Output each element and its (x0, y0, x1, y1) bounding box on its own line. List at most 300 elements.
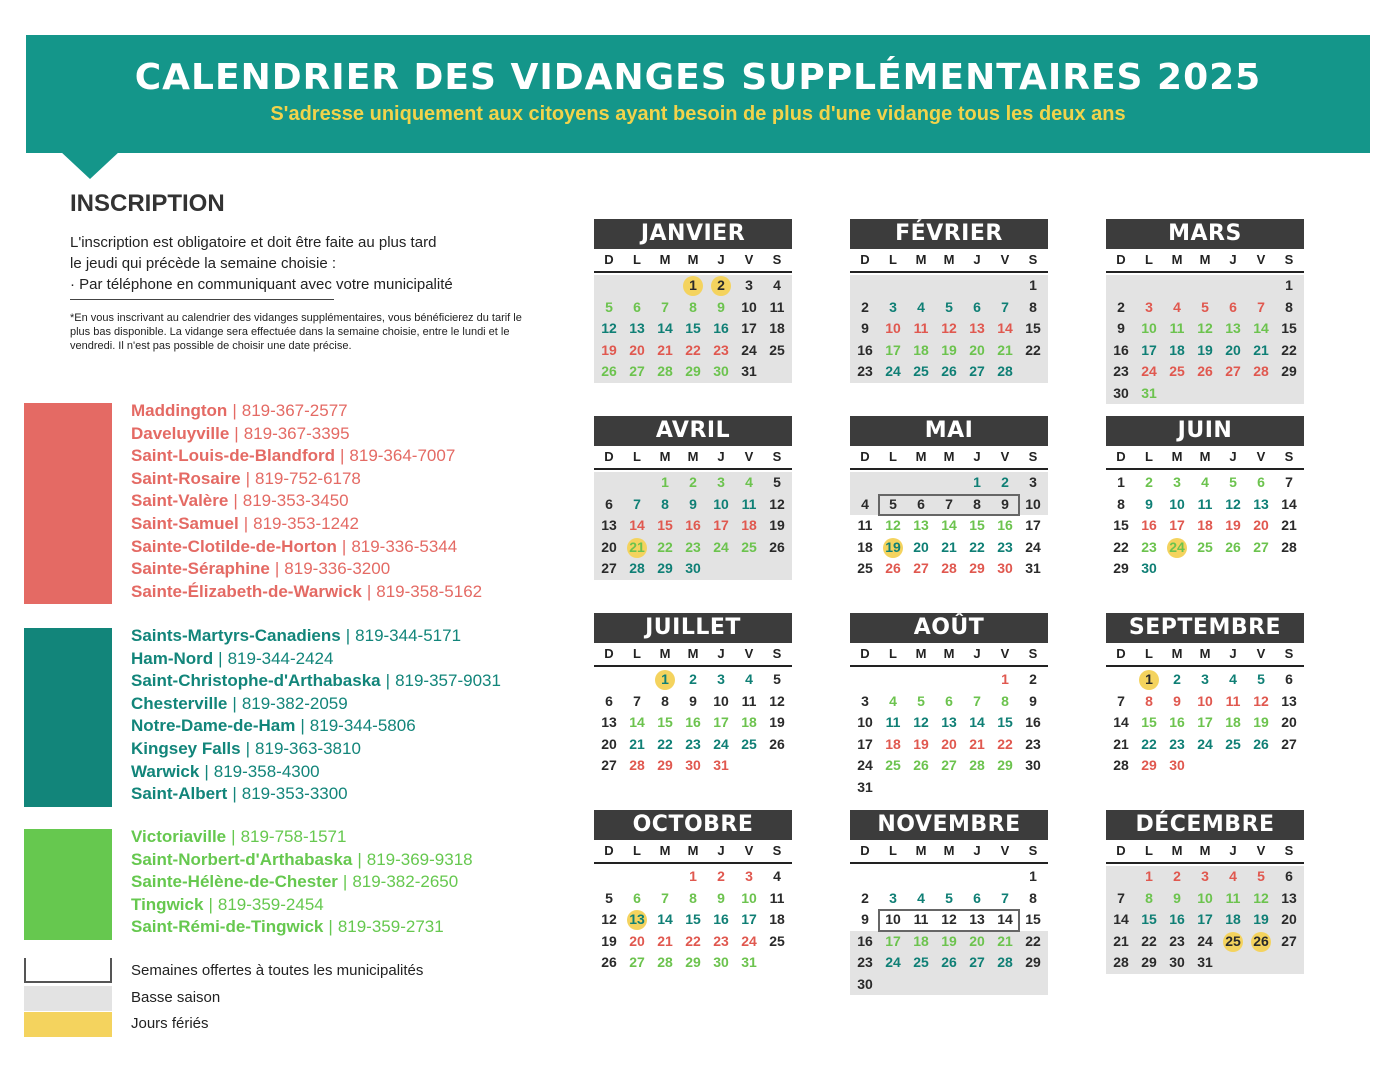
day-cell: 18 (885, 735, 901, 752)
day-cell: 5 (889, 495, 897, 512)
weekday-label: V (1256, 252, 1266, 267)
municipality-entry (131, 826, 473, 849)
weekday-header (1106, 446, 1304, 470)
day-cell: 4 (745, 474, 753, 490)
day-cell: 30 (685, 757, 701, 773)
day-cell: 22 (1025, 341, 1041, 358)
municipality-name: Warwick (131, 761, 200, 781)
day-cell: 14 (1253, 320, 1269, 336)
weekday-label: S (1028, 252, 1038, 267)
weekday-label: M (1199, 449, 1211, 464)
day-cell: 15 (1281, 320, 1297, 336)
day-cell: 24 (1025, 538, 1041, 555)
day-cell: 1 (1001, 671, 1009, 687)
month-1 (594, 219, 792, 403)
day-cell: 31 (1141, 384, 1157, 401)
day-cell: 14 (997, 911, 1013, 927)
day-cell: 24 (741, 341, 757, 358)
month-days (850, 643, 1048, 797)
day-cell: 7 (1001, 889, 1009, 906)
day-cell: 18 (857, 538, 873, 555)
day-cell: 24 (885, 954, 901, 970)
day-cell: 22 (1025, 932, 1041, 949)
day-cell: 29 (657, 757, 673, 773)
weekday-label: M (659, 449, 671, 464)
weekday-header (850, 643, 1048, 667)
weekday-label: S (1284, 449, 1294, 464)
day-cell: 17 (1197, 714, 1213, 730)
day-cell: 2 (689, 671, 697, 687)
day-cell: 20 (601, 538, 617, 555)
municipality-name: Sainte-Hélène-de-Chester (131, 872, 338, 892)
day-cell: 7 (633, 692, 641, 709)
page-subtitle: S'adresse uniquement aux citoyens ayant besoin de plus d'une vidange tous les deux ans (270, 103, 1126, 125)
day-cell: 13 (1281, 889, 1297, 906)
day-cell: 1 (661, 474, 669, 490)
weekday-label: S (1284, 252, 1294, 267)
day-cell: 9 (1117, 320, 1125, 336)
month-4 (594, 416, 792, 600)
day-cell: 18 (1225, 911, 1241, 927)
day-cell: 16 (997, 517, 1013, 533)
municipality-entry (131, 849, 473, 872)
day-cell: 25 (885, 757, 901, 773)
day-cell: 19 (913, 735, 929, 752)
weekday-label: L (633, 449, 641, 464)
day-cell: 26 (1253, 735, 1269, 752)
day-cell: 4 (1201, 474, 1209, 490)
day-cell: 3 (1201, 671, 1209, 687)
day-cell: 26 (885, 560, 901, 576)
weekday-label: J (717, 252, 725, 267)
day-cell: 27 (1225, 363, 1241, 379)
municipality-phone: 819-357-9031 (395, 671, 501, 691)
weekday-label: D (604, 252, 614, 267)
day-cell: 4 (1229, 671, 1237, 687)
day-cell: 21 (629, 538, 645, 555)
municipality-name: Chesterville (131, 693, 228, 713)
month-11 (850, 810, 1048, 994)
municipality-phone: 819-367-3395 (243, 423, 350, 443)
day-cell: 8 (1029, 889, 1037, 906)
day-cell: 25 (1197, 538, 1213, 555)
municipality-name: Sainte-Élizabeth-de-Warwick (131, 581, 362, 601)
group-red-swatch (24, 403, 112, 604)
day-cell: 7 (1001, 298, 1009, 315)
month-title: FÉVRIER (850, 219, 1048, 249)
day-cell: 28 (657, 363, 673, 379)
weekday-label: J (973, 252, 981, 267)
day-cell: 6 (973, 298, 981, 315)
day-cell: 28 (1281, 538, 1297, 555)
day-cell: 22 (1141, 735, 1157, 752)
municipality-entry (131, 536, 482, 559)
day-cell: 29 (1141, 757, 1157, 773)
day-cell: 1 (661, 671, 669, 687)
day-cell: 24 (857, 757, 873, 773)
municipality-phone: 819-364-7007 (349, 446, 456, 466)
weekday-label: V (1000, 646, 1010, 661)
weekday-label: M (943, 646, 955, 661)
group-green-swatch (24, 829, 112, 940)
day-cell: 22 (997, 735, 1013, 752)
weekday-label: J (973, 843, 981, 858)
day-cell: 2 (717, 277, 725, 293)
day-cell: 7 (1257, 298, 1265, 315)
day-cell: 21 (941, 538, 957, 555)
day-cell: 27 (969, 954, 985, 970)
day-cell: 31 (741, 363, 757, 379)
day-cell: 26 (769, 735, 785, 752)
weekday-label: D (1116, 252, 1126, 267)
day-cell: 13 (601, 714, 617, 730)
day-cell: 20 (629, 932, 645, 949)
legend-outline-swatch (24, 958, 112, 983)
day-cell: 28 (941, 560, 957, 576)
weekday-label: J (717, 646, 725, 661)
municipality-phone: 819-358-5162 (376, 581, 483, 601)
day-cell: 10 (741, 298, 757, 315)
day-cell: 9 (1029, 692, 1037, 709)
municipality-phone: 819-367-2577 (241, 401, 348, 420)
day-cell: 19 (1197, 341, 1213, 358)
inscription-note: *En vous inscrivant au calendrier des vidanges supplémentaires, vous bénéficierez du tarif le plus bas disponible. La vidange sera effectuée dans la semaine choisie, entre le lundi et le vendredi. Il n'est pas possible de choisir une date précise. (70, 312, 522, 352)
weekday-header (1106, 249, 1304, 273)
weekday-label: S (772, 449, 782, 464)
day-cell: 6 (1285, 671, 1293, 687)
inscription-line-3: · Par téléphone en communiquant avec votre municipalité (70, 276, 453, 293)
day-cell: 11 (885, 714, 901, 730)
day-cell: 15 (1113, 517, 1129, 533)
separator: | (204, 761, 209, 781)
day-cell: 1 (1117, 474, 1125, 490)
day-cell: 8 (689, 298, 697, 315)
weekday-label: S (1028, 646, 1038, 661)
municipality-entry (131, 423, 482, 446)
day-cell: 17 (1197, 911, 1213, 927)
day-cell: 5 (917, 692, 925, 709)
day-cell: 18 (741, 714, 757, 730)
day-cell: 6 (605, 692, 613, 709)
weekday-label: S (1028, 449, 1038, 464)
day-cell: 14 (941, 517, 957, 533)
day-cell: 1 (1285, 277, 1293, 293)
weekday-label: V (744, 843, 754, 858)
municipality-phone: 819-336-5344 (351, 536, 458, 556)
day-cell: 10 (857, 714, 873, 730)
day-cell: 19 (1225, 517, 1241, 533)
day-cell: 20 (1225, 341, 1241, 358)
weekday-label: L (633, 646, 641, 661)
day-cell: 10 (885, 320, 901, 336)
municipality-name: Sainte-Séraphine (131, 559, 270, 579)
inscription-text (70, 232, 550, 295)
day-cell: 26 (1197, 363, 1213, 379)
day-cell: 29 (685, 954, 701, 970)
municipality-entry (131, 783, 501, 806)
day-cell: 12 (769, 692, 785, 709)
day-cell: 18 (1197, 517, 1213, 533)
group-red-list (131, 400, 482, 603)
day-cell: 17 (885, 341, 901, 358)
municipality-entry (131, 490, 482, 513)
municipality-entry (131, 916, 473, 939)
weekday-label: M (1199, 646, 1211, 661)
weekday-label: D (860, 252, 870, 267)
weekday-label: V (1256, 646, 1266, 661)
weekday-label: L (889, 646, 897, 661)
day-cell: 18 (741, 517, 757, 533)
day-cell: 2 (861, 298, 869, 315)
month-days (594, 840, 792, 994)
day-cell: 25 (741, 735, 757, 752)
day-cell: 24 (713, 735, 729, 752)
day-cell: 26 (1253, 932, 1269, 949)
day-cell: 5 (1201, 298, 1209, 315)
day-cell: 31 (713, 757, 729, 773)
legend-low-season-swatch (24, 986, 112, 1011)
legend-low-season-label: Basse saison (131, 989, 221, 1006)
day-cell: 27 (1253, 538, 1269, 555)
month-12 (1106, 810, 1304, 994)
separator: | (366, 581, 372, 601)
weekday-label: L (1145, 646, 1153, 661)
weekday-label: M (659, 252, 671, 267)
day-cell: 18 (1169, 341, 1185, 358)
day-cell: 2 (1001, 474, 1009, 490)
day-cell: 10 (741, 889, 757, 906)
day-cell: 25 (741, 538, 757, 555)
day-cell: 20 (969, 932, 985, 949)
day-cell: 28 (1113, 757, 1129, 773)
day-cell: 6 (1257, 474, 1265, 490)
day-cell: 27 (913, 560, 929, 576)
inscription-title: INSCRIPTION (70, 190, 225, 217)
day-cell: 19 (601, 341, 617, 358)
weekday-label: M (1199, 252, 1211, 267)
day-cell: 29 (1141, 954, 1157, 970)
day-cell: 22 (657, 735, 673, 752)
day-cell: 6 (633, 889, 641, 906)
day-cell: 19 (769, 517, 785, 533)
day-cell: 15 (685, 320, 701, 336)
separator: | (245, 738, 251, 758)
separator: | (341, 536, 347, 556)
day-cell: 16 (857, 341, 873, 358)
day-cell: 8 (661, 495, 669, 512)
day-cell: 21 (997, 341, 1013, 358)
page-title: CALENDRIER DES VIDANGES SUPPLÉMENTAIRES 2025 (134, 57, 1262, 98)
weekday-label: M (1171, 252, 1183, 267)
day-cell: 17 (713, 714, 729, 730)
day-cell: 18 (913, 932, 929, 949)
month-days (1106, 840, 1304, 994)
day-cell: 10 (713, 495, 729, 512)
day-cell: 4 (773, 277, 781, 293)
municipality-name: Saint-Samuel (131, 513, 239, 533)
day-cell: 6 (945, 692, 953, 709)
day-cell: 2 (689, 474, 697, 490)
day-cell: 7 (1285, 474, 1293, 490)
day-cell: 27 (601, 560, 617, 576)
day-cell: 4 (889, 692, 897, 709)
day-cell: 17 (1025, 517, 1041, 533)
municipality-phone: 819-382-2650 (352, 872, 459, 892)
day-cell: 25 (769, 932, 785, 949)
weekday-label: S (1284, 646, 1294, 661)
day-cell: 27 (941, 757, 957, 773)
day-cell: 1 (689, 868, 697, 884)
day-cell: 30 (857, 975, 873, 992)
day-cell: 7 (945, 495, 953, 512)
municipality-name: Saint-Norbert-d'Arthabaska (131, 849, 353, 869)
day-cell: 24 (1141, 363, 1157, 379)
municipality-name: Saint-Rosaire (131, 468, 241, 488)
separator: | (345, 626, 351, 645)
municipality-phone: 819-359-2454 (217, 894, 324, 914)
day-cell: 25 (769, 341, 785, 358)
municipality-name: Saint-Valère (131, 491, 229, 511)
weekday-label: V (1256, 449, 1266, 464)
day-cell: 17 (741, 911, 757, 927)
day-cell: 16 (1169, 911, 1185, 927)
day-cell: 9 (717, 298, 725, 315)
municipality-entry (131, 715, 501, 738)
day-cell: 27 (1281, 932, 1297, 949)
day-cell: 28 (629, 560, 645, 576)
inscription-line-1: L'inscription est obligatoire et doit être faite au plus tard (70, 234, 437, 251)
legend-outline-label: Semaines offertes à toutes les municipalités (131, 962, 424, 979)
day-cell: 14 (969, 714, 985, 730)
day-cell: 7 (633, 495, 641, 512)
municipality-entry (131, 871, 473, 894)
day-cell: 23 (713, 341, 729, 358)
day-cell: 30 (1141, 560, 1157, 576)
day-cell: 5 (773, 671, 781, 687)
day-cell: 6 (633, 298, 641, 315)
weekday-label: S (772, 843, 782, 858)
day-cell: 9 (1145, 495, 1153, 512)
weekday-label: M (1171, 449, 1183, 464)
weekday-label: V (744, 646, 754, 661)
day-cell: 1 (1029, 277, 1037, 293)
weekday-label: D (604, 646, 614, 661)
day-cell: 11 (1225, 692, 1241, 709)
day-cell: 10 (1197, 889, 1213, 906)
municipality-entry (131, 648, 501, 671)
day-cell: 15 (969, 517, 985, 533)
municipality-phone: 819-344-5171 (355, 626, 462, 645)
weekday-label: D (860, 449, 870, 464)
month-days (1106, 446, 1304, 600)
day-cell: 12 (769, 495, 785, 512)
municipality-name: Victoriaville (131, 827, 227, 846)
day-cell: 31 (1025, 560, 1041, 576)
day-cell: 7 (1117, 889, 1125, 906)
day-cell: 29 (657, 560, 673, 576)
day-cell: 13 (969, 320, 985, 336)
day-cell: 11 (1197, 495, 1213, 512)
weekday-label: S (772, 646, 782, 661)
day-cell: 15 (1141, 714, 1157, 730)
separator: | (342, 872, 348, 892)
day-cell: 22 (685, 932, 701, 949)
weekday-label: J (1229, 252, 1237, 267)
day-cell: 3 (717, 474, 725, 490)
separator: | (300, 716, 305, 736)
day-cell: 29 (1113, 560, 1129, 576)
month-7 (594, 613, 792, 797)
municipality-phone: 819-353-1242 (253, 513, 359, 533)
day-cell: 14 (1281, 495, 1297, 512)
day-cell: 29 (685, 363, 701, 379)
weekday-label: D (1116, 843, 1126, 858)
month-days (594, 249, 792, 403)
day-cell: 31 (1197, 954, 1213, 970)
day-cell: 10 (1141, 320, 1157, 336)
municipality-phone: 819-359-2731 (337, 917, 444, 937)
day-cell: 20 (913, 538, 929, 555)
day-cell: 24 (741, 932, 757, 949)
day-cell: 4 (773, 868, 781, 884)
day-cell: 7 (1117, 692, 1125, 709)
weekday-label: M (1199, 843, 1211, 858)
separator: | (243, 513, 249, 533)
day-cell: 19 (769, 714, 785, 730)
municipality-name: Saint-Albert (131, 784, 228, 804)
month-title: JUILLET (594, 613, 792, 643)
day-cell: 12 (941, 320, 957, 336)
municipality-phone: 819-344-5806 (309, 716, 416, 736)
weekday-label: M (943, 843, 955, 858)
day-cell: 16 (1169, 714, 1185, 730)
municipality-entry (131, 400, 482, 423)
day-cell: 23 (857, 954, 873, 970)
weekday-header (850, 249, 1048, 273)
municipality-name: Sainte-Clotilde-de-Horton (131, 536, 337, 556)
day-cell: 5 (945, 298, 953, 315)
day-cell: 24 (713, 538, 729, 555)
day-cell: 31 (741, 954, 757, 970)
day-cell: 8 (1001, 692, 1009, 709)
weekday-label: L (889, 843, 897, 858)
weekday-header (1106, 840, 1304, 864)
day-cell: 3 (1173, 474, 1181, 490)
day-cell: 19 (941, 341, 957, 358)
day-cell: 25 (857, 560, 873, 576)
weekday-label: J (1229, 449, 1237, 464)
day-cell: 16 (857, 932, 873, 949)
day-cell: 23 (685, 735, 701, 752)
day-cell: 30 (1169, 954, 1185, 970)
day-cell: 26 (941, 363, 957, 379)
day-cell: 1 (1145, 671, 1153, 687)
weekday-label: M (687, 449, 699, 464)
day-cell: 23 (1169, 932, 1185, 949)
day-cell: 28 (969, 757, 985, 773)
day-cell: 10 (713, 692, 729, 709)
day-cell: 3 (1145, 298, 1153, 315)
municipality-name: Tingwick (131, 894, 204, 914)
day-cell: 12 (885, 517, 901, 533)
title-banner (26, 35, 1370, 153)
day-cell: 15 (685, 911, 701, 927)
day-cell: 25 (1225, 932, 1241, 949)
municipality-phone: 819-353-3450 (242, 491, 349, 511)
inscription-line-2: le jeudi qui précède la semaine choisie : (70, 255, 336, 272)
separator: | (231, 827, 236, 846)
day-cell: 6 (973, 889, 981, 906)
